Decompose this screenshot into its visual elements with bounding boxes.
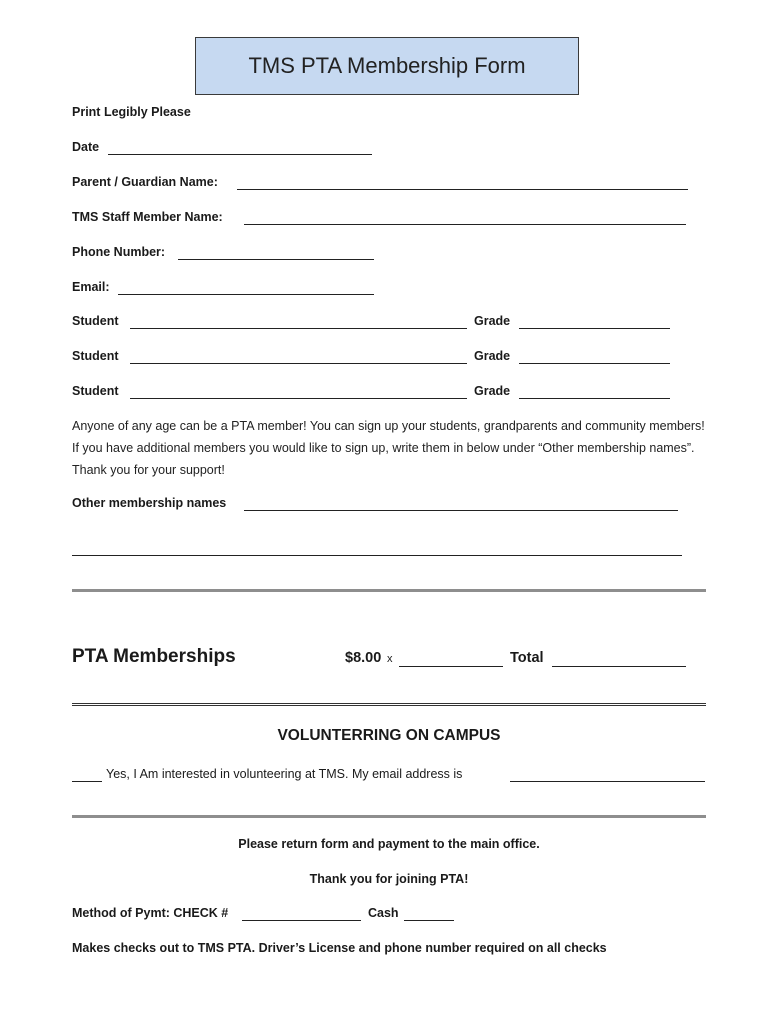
grade-1-label: Grade bbox=[474, 314, 511, 328]
date-label: Date bbox=[72, 140, 100, 154]
parent-name-field[interactable] bbox=[237, 189, 688, 190]
other-names-field[interactable] bbox=[244, 510, 678, 511]
cash-field[interactable] bbox=[404, 920, 454, 921]
student-1-label: Student bbox=[72, 314, 119, 328]
thanks-text: Thank you for joining PTA! bbox=[309, 872, 469, 886]
parent-name-label: Parent / Guardian Name: bbox=[72, 175, 218, 189]
other-names-field-2[interactable] bbox=[72, 555, 682, 556]
multiply-sign: x bbox=[387, 653, 393, 665]
other-names-label: Other membership names bbox=[72, 496, 227, 510]
instructions-text: Print Legibly Please bbox=[72, 105, 191, 119]
section-divider bbox=[72, 589, 706, 592]
grade-2-field[interactable] bbox=[519, 363, 670, 364]
email-field[interactable] bbox=[118, 294, 374, 295]
phone-label: Phone Number: bbox=[72, 245, 166, 259]
staff-name-label: TMS Staff Member Name: bbox=[72, 210, 223, 224]
student-2-field[interactable] bbox=[130, 363, 467, 364]
total-label: Total bbox=[510, 650, 544, 666]
student-3-label: Student bbox=[72, 384, 119, 398]
volunteer-checkbox-line[interactable] bbox=[72, 781, 102, 782]
memberships-heading: PTA Memberships bbox=[72, 646, 236, 667]
volunteer-text: Yes, I Am interested in volunteering at TMS. My email address is bbox=[106, 767, 463, 781]
email-label: Email: bbox=[72, 280, 110, 294]
student-1-field[interactable] bbox=[130, 328, 467, 329]
check-number-field[interactable] bbox=[242, 920, 361, 921]
section-divider-double bbox=[72, 703, 706, 706]
staff-name-field[interactable] bbox=[244, 224, 686, 225]
info-paragraph: Anyone of any age can be a PTA member! You can sign up your students, grandparents and community members! If you have additional members you would like to sign up, write them in below under “Other membership names”. Thank you for your support! bbox=[72, 419, 705, 477]
grade-3-label: Grade bbox=[474, 384, 511, 398]
grade-1-field[interactable] bbox=[519, 328, 670, 329]
cash-label: Cash bbox=[368, 906, 399, 920]
phone-field[interactable] bbox=[178, 259, 374, 260]
membership-price: $8.00 bbox=[345, 650, 382, 666]
volunteer-email-field[interactable] bbox=[510, 781, 705, 782]
section-divider-2 bbox=[72, 815, 706, 818]
grade-2-label: Grade bbox=[474, 349, 511, 363]
checks-note: Makes checks out to TMS PTA. Driver’s License and phone number required on all checks bbox=[72, 941, 607, 955]
return-instructions: Please return form and payment to the main office. bbox=[238, 837, 540, 851]
student-2-label: Student bbox=[72, 349, 119, 363]
volunteer-heading: VOLUNTERRING ON CAMPUS bbox=[277, 727, 501, 744]
grade-3-field[interactable] bbox=[519, 398, 670, 399]
form-title: TMS PTA Membership Form bbox=[195, 37, 579, 95]
student-3-field[interactable] bbox=[130, 398, 467, 399]
membership-quantity-field[interactable] bbox=[399, 666, 503, 667]
date-field[interactable] bbox=[108, 154, 372, 155]
payment-method-label: Method of Pymt: CHECK # bbox=[72, 906, 229, 920]
total-field[interactable] bbox=[552, 666, 686, 667]
